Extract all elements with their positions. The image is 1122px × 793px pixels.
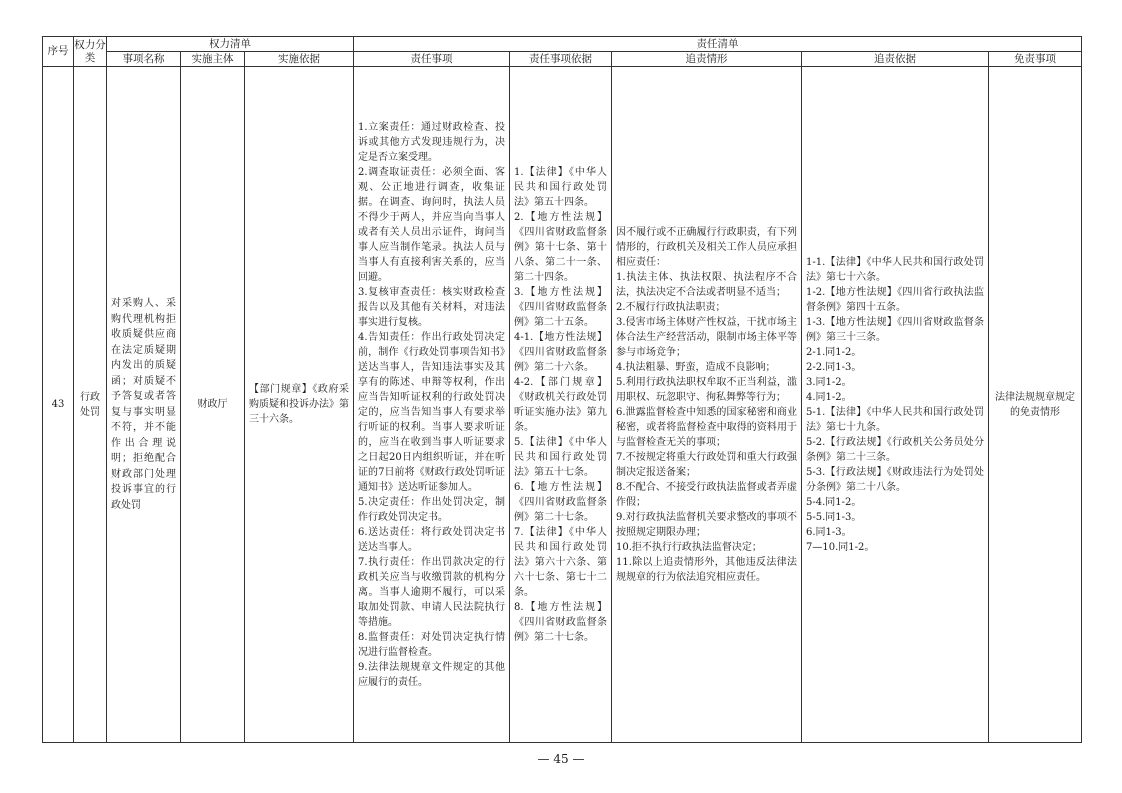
header-seq: 序号 [43, 37, 74, 67]
header-power-list: 权力清单 [107, 37, 354, 52]
accountability-basis-item: 6.同1-3。 [806, 526, 852, 538]
accountability-basis-item: 1-2.【地方性法规】《四川省行政执法监督条例》第四十五条。 [806, 286, 985, 313]
power-responsibility-table [42, 36, 1082, 743]
header-power-type: 权力分类 [74, 37, 107, 67]
accountability-item: 10.拒不执行行政执法监督决定； [616, 541, 762, 553]
cell-accountability [612, 67, 802, 743]
accountability-basis-item: 3.同1-2。 [806, 376, 852, 388]
page-number: — 45 — [537, 752, 585, 766]
responsibility-item: 6.送达责任：将行政处罚决定书送达当事人。 [358, 526, 506, 553]
responsibility-basis-item: 1.【法律】《中华人民共和国行政处罚法》第五十四条。 [514, 166, 608, 208]
accountability-basis-item: 5-1.【法律】《中华人民共和国行政处罚法》第七十九条。 [806, 406, 985, 433]
accountability-item: 1.执法主体、执法权限、执法程序不合法，执法决定不合法或者明显不适当； [616, 271, 798, 298]
power-type-text: 行政处罚 [80, 391, 100, 418]
responsibility-item: 9.法律法规规章文件规定的其他应履行的责任。 [358, 661, 506, 688]
responsibility-basis-item: 4-1.【地方性法规】《四川省财政监督条例》第二十六条。 [514, 331, 608, 373]
accountability-item: 4.执法粗暴、野蛮，造成不良影响； [616, 361, 776, 373]
responsibility-basis-item: 8.【地方性法规】《四川省财政监督条例》第二十七条。 [514, 601, 608, 643]
responsibility-item: 4.告知责任：作出行政处罚决定前，制作《行政处罚事项告知书》送达当事人，告知违法事实及其享有的陈述、申辩等权利，作出应当告知听证权利的行政处罚决定的，应当告知当事人有要求举行听证的权利。当事人要求听证的，应当在收到当事人听证要求之日起20日内组织听证，并在听证的7日前将《财政行政处罚听证通知书》送达听证参加人。 [358, 331, 506, 493]
table-row [43, 67, 1082, 743]
header-row-2 [43, 52, 1082, 67]
accountability-basis-item: 5-3.【行政法规】《财政违法行为处罚处分条例》第二十八条。 [806, 466, 985, 493]
accountability-basis-item: 2-2.同1-3。 [806, 361, 862, 373]
responsibility-basis-item: 5.【法律】《中华人民共和国行政处罚法》第五十七条。 [514, 436, 608, 478]
cell-accountability-basis [802, 67, 989, 743]
accountability-basis-item: 4.同1-2。 [806, 391, 852, 403]
header-responsibility-item: 责任事项 [354, 52, 510, 67]
responsibility-item: 7.执行责任：作出罚款决定的行政机关应当与收缴罚款的机构分离。当事人逾期不履行，可以采取加处罚款、申请人民法院执行等措施。 [358, 556, 506, 628]
accountability-basis-item: 5-2.【行政法规】《行政机关公务员处分条例》第二十三条。 [806, 436, 985, 463]
cell-subject: 财政厅 [181, 67, 245, 743]
accountability-item: 11.除以上追责情形外，其他违反法律法规规章的行为依法追究相应责任。 [616, 556, 798, 583]
header-responsibility-basis: 责任事项依据 [510, 52, 612, 67]
responsibility-item: 8.监督责任：对处罚决定执行情况进行监督检查。 [358, 631, 506, 658]
cell-item-name [107, 67, 181, 743]
header-row-1 [43, 37, 1082, 52]
accountability-list [612, 225, 801, 585]
cell-exemption [989, 67, 1082, 743]
header-responsibility-list: 责任清单 [354, 37, 1082, 52]
header-subject: 实施主体 [181, 52, 245, 67]
responsibility-basis-item: 7.【法律】《中华人民共和国行政处罚法》第六十六条、第六十七条、第七十二条。 [514, 526, 608, 598]
accountability-item: 5.利用行政执法职权牟取不正当利益，滥用职权、玩忽职守、徇私舞弊等行为； [616, 376, 798, 403]
exemption-text: 法律法规规章规定的免责情形 [995, 391, 1076, 418]
cell-power-type [74, 67, 107, 743]
responsibility-items-list [354, 120, 509, 690]
accountability-item: 3.侵害市场主体财产性权益，干扰市场主体合法生产经营活动，限制市场主体平等参与市场竞争； [616, 316, 798, 358]
cell-seq: 43 [43, 67, 74, 743]
responsibility-basis-item: 6.【地方性法规】《四川省财政监督条例》第二十七条。 [514, 481, 608, 523]
accountability-basis-item: 5-4.同1-2。 [806, 496, 862, 508]
responsibility-basis-list [510, 165, 611, 645]
accountability-basis-item: 2-1.同1-2。 [806, 346, 862, 358]
accountability-item: 2.不履行行政执法职责； [616, 301, 726, 313]
responsibility-item: 5.决定责任：作出处罚决定，制作行政处罚决定书。 [358, 496, 506, 523]
header-item-name: 事项名称 [107, 52, 181, 67]
basis-text: 【部门规章】《政府采购质疑和投诉办法》第三十六条。 [249, 384, 350, 425]
accountability-basis-item: 5-5.同1-3。 [806, 511, 862, 523]
responsibility-basis-item: 4-2.【部门规章】《财政机关行政处罚听证实施办法》第九条。 [514, 376, 608, 433]
accountability-item: 6.泄露监督检查中知悉的国家秘密和商业秘密，或者将监督检查中取得的资料用于与监督检查无关的事项； [616, 406, 798, 448]
responsibility-basis-item: 3.【地方性法规】《四川省财政监督条例》第二十五条。 [514, 286, 608, 328]
accountability-basis-item: 7—10.同1-2。 [806, 541, 875, 553]
accountability-item: 9.对行政执法监督机关要求整改的事项不按照规定期限办理； [616, 511, 798, 538]
cell-responsibility-items [354, 67, 510, 743]
responsibility-item: 2.调查取证责任：必须全面、客观、公正地进行调查，收集证据。在调查、询问时，执法人员不得少于两人，并应当向当事人或者有关人员出示证件，询问当事人应当制作笔录。执法人员与当事人有直接利害关系的，应当回避。 [358, 166, 506, 283]
header-basis: 实施依据 [245, 52, 354, 67]
item-name-text: 对采购人、采购代理机构拒收质疑供应商在法定质疑期内发出的质疑函；对质疑不予答复或者答复与事实明显不符，并不能作出合理说明；拒绝配合财政部门处理投诉事宜的行政处罚 [111, 298, 176, 511]
accountability-item: 因不履行或不正确履行行政职责，有下列情形的，行政机关及相关工作人员应承担相应责任： [616, 226, 798, 268]
accountability-basis-item: 1-3.【地方性法规】《四川省财政监督条例》第三十三条。 [806, 316, 985, 343]
accountability-item: 8.不配合、不接受行政执法监督或者弄虚作假； [616, 481, 798, 508]
header-accountability-basis: 追责依据 [802, 52, 989, 67]
accountability-item: 7.不按规定将重大行政处罚和重大行政强制决定报送备案； [616, 451, 798, 478]
accountability-basis-item: 1-1.【法律】《中华人民共和国行政处罚法》第七十六条。 [806, 256, 985, 283]
responsibility-item: 3.复核审查责任：核实财政检查报告以及其他有关材料，对违法事实进行复核。 [358, 286, 506, 328]
responsibility-basis-item: 2.【地方性法规】《四川省财政监督条例》第十七条、第十八条、第二十一条、第二十四条。 [514, 211, 608, 283]
responsibility-item: 1.立案责任：通过财政检查、投诉或其他方式发现违规行为，决定是否立案受理。 [358, 121, 506, 163]
cell-responsibility-basis [510, 67, 612, 743]
header-exemption: 免责事项 [989, 52, 1082, 67]
cell-basis [245, 67, 354, 743]
accountability-basis-list [802, 255, 988, 555]
header-accountability: 追责情形 [612, 52, 802, 67]
